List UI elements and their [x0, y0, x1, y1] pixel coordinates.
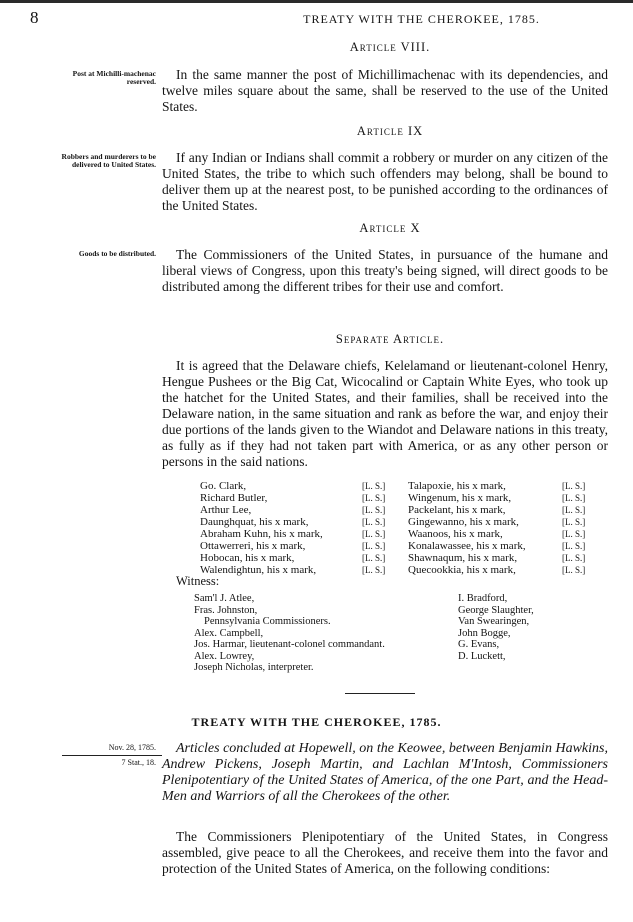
- page-number: 8: [30, 8, 39, 27]
- seal-mark: [L. S.]: [362, 565, 386, 575]
- article-viii-text: In the same manner the post of Michillimachenac with its dependencies, and twelve miles square about the same, shall be reserved to the use of the United States.: [162, 67, 608, 114]
- witness-name: Joseph Nicholas, interpreter.: [194, 662, 314, 673]
- witness-label: Witness:: [176, 574, 220, 588]
- seal-mark: [L. S.]: [562, 493, 586, 503]
- seal-mark: [L. S.]: [362, 517, 386, 527]
- signatory-name: Packelant, his x mark,: [408, 504, 506, 516]
- signatory-name: Quecookkia, his x mark,: [408, 564, 516, 576]
- signatory-name: Abraham Kuhn, his x mark,: [200, 528, 323, 540]
- witness-name: G. Evans,: [458, 639, 500, 650]
- article-x-heading: Article X: [359, 221, 421, 235]
- seal-mark: [L. S.]: [562, 541, 586, 551]
- seal-column-right: [562, 480, 585, 576]
- seal-mark: [L. S.]: [362, 541, 386, 551]
- margin-date: Nov. 28, 1785.: [108, 743, 156, 752]
- seal-mark: [L. S.]: [362, 493, 386, 503]
- witness-name: Alex. Lowrey,: [194, 650, 255, 662]
- witness-name: George Slaughter,: [458, 604, 534, 616]
- witness-name: Fras. Johnston,: [194, 604, 258, 616]
- seal-mark: [L. S.]: [562, 553, 586, 563]
- signatories-block: [200, 480, 610, 576]
- signatory-name: Konalawassee, his x mark,: [408, 540, 526, 552]
- seal-mark: [L. S.]: [562, 517, 586, 527]
- signatories-left-column: [200, 480, 360, 576]
- signatories-right-column: [408, 480, 558, 576]
- scan-top-edge: [0, 0, 633, 3]
- signatory-name: Ottawerreri, his x mark,: [200, 540, 306, 552]
- witness-name: John Bogge,: [458, 627, 511, 639]
- witness-name: Sam'l J. Atlee,: [194, 593, 255, 604]
- signatory-name: Waanoos, his x mark,: [408, 528, 503, 540]
- margin-note-post-reserved: Post at Michilli-machenac reserved.: [72, 69, 156, 86]
- seal-mark: [L. S.]: [362, 553, 386, 563]
- article-viii-heading: Article VIII.: [349, 40, 431, 54]
- witness-name: Alex. Campbell,: [194, 627, 264, 639]
- seal-mark: [L. S.]: [562, 505, 586, 515]
- signatory-name: Daunghquat, his x mark,: [200, 516, 309, 528]
- signatory-name: Arthur Lee,: [200, 504, 252, 516]
- seal-mark: [L. S.]: [562, 481, 586, 491]
- signatory-name: Wingenum, his x mark,: [408, 492, 512, 504]
- witnesses-left: [194, 593, 454, 674]
- signatory-name: Shawnaqum, his x mark,: [408, 552, 518, 564]
- margin-note-robbers: Robbers and murderers to be delivered to United States.: [61, 152, 156, 169]
- seal-mark: [L. S.]: [362, 481, 386, 491]
- article-ix-heading: Article IX: [356, 124, 424, 138]
- article-x-text: The Commissioners of the United States, in pursuance of the humane and liberal views of Congress, upon this treaty's being signed, will direct goods to be distributed among the different tribes for their use and comfort.: [162, 247, 608, 294]
- seal-mark: [L. S.]: [362, 529, 386, 539]
- signatory-name: Hobocan, his x mark,: [200, 552, 295, 564]
- seal-mark: [L. S.]: [362, 505, 386, 515]
- separate-article-heading: Separate Article.: [335, 332, 445, 346]
- treaty-title: TREATY WITH THE CHEROKEE, 1785.: [191, 715, 442, 729]
- seal-column-left: [362, 480, 385, 576]
- witness-name: Van Swearingen,: [458, 616, 530, 627]
- margin-note-goods: Goods to be distributed.: [78, 249, 156, 258]
- signatory-name: Talapoxie, his x mark,: [408, 480, 506, 492]
- separate-article-text: It is agreed that the Delaware chiefs, Kelelamand or lieutenant-colonel Henry, Hengue Pushees or the Big Cat, Wicocalind or Captain White Eyes, who took up the hatchet for the United States, and their families, shall be received into the Delaware nation, in the same situation and rank as before the war, and enjoy their due portions of the lands given to the Wiandot and Delaware nations in this treaty, as fully as if they had not taken part with America, or as any other person or persons in the said nations.: [162, 358, 608, 469]
- signatory-name: Gingewanno, his x mark,: [408, 516, 519, 528]
- seal-mark: [L. S.]: [562, 529, 586, 539]
- seal-mark: [L. S.]: [562, 565, 586, 575]
- witnesses-right: [458, 593, 608, 662]
- signatory-name: Walendightun, his x mark,: [200, 564, 317, 576]
- witness-name: Jos. Harmar, lieutenant-colonel commandant.: [194, 639, 385, 650]
- section-divider: [345, 693, 415, 694]
- treaty-intro: Articles concluded at Hopewell, on the Keowee, between Benjamin Hawkins, Andrew Pickens, Joseph Martin, and Lachlan M'Intosh, Commissioners Plenipotentiary of the United States of America, of the one Part, and the Head-Men and Warriors of all the Cherokees of the other.: [162, 741, 608, 804]
- signatory-name: Richard Butler,: [200, 492, 268, 504]
- article-ix-text: If any Indian or Indians shall commit a robbery or murder on any citizen of the United States, the tribe to which such offenders may belong, shall be bound to deliver them up at the nearest post, to be punished according to the ordinances of the United States.: [162, 150, 608, 213]
- margin-stat: 7 Stat., 18.: [121, 758, 156, 767]
- witness-name: D. Luckett,: [458, 650, 506, 662]
- signatory-name: Go. Clark,: [200, 480, 247, 492]
- witness-note: Pennsylvania Commissioners.: [204, 616, 331, 627]
- running-title: [0, 12, 633, 27]
- running-title-text: TREATY WITH THE CHEROKEE, 1785.: [303, 12, 540, 26]
- witness-name: I. Bradford,: [458, 593, 508, 604]
- margin-rule: [62, 755, 162, 756]
- treaty-body: The Commissioners Plenipotentiary of the United States, in Congress assembled, give peace to all the Cherokees, and receive them into the favor and protection of the United States of America, on the following conditions:: [162, 829, 608, 876]
